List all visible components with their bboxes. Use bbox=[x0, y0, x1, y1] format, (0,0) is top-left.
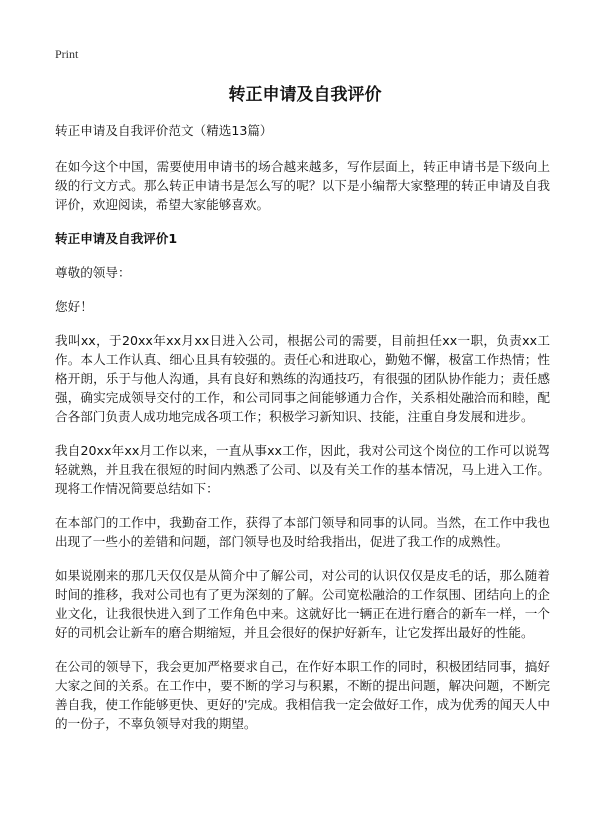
body-paragraph: 在公司的领导下，我会更加严格要求自己，在作好本职工作的同时，积极团结同事，搞好大家之间的关系。在工作中，要不断的学习与积累，不断的提出问题，解决问题，不断完善自我，使工作能够更快、更好的'完成。我相信我一定会做好工作，成为优秀的闻天人中的一份子，不辜负领导对我的期望。 bbox=[55, 659, 550, 731]
body-paragraph: 我自20xx年xx月工作以来，一直从事xx工作，因此，我对公司这个岗位的工作可以说驾轻就熟，并且我在很短的时间内熟悉了公司、以及有关工作的基本情况，马上进入工作。现将工作情况简要总结如下： bbox=[55, 443, 550, 496]
body-paragraph: 我叫xx，于20xx年xx月xx日进入公司，根据公司的需要，目前担任xx一职，负责xx工作。本人工作认真、细心且具有较强的。责任心和进取心，勤勉不懈，极富工作热情；性格开朗，乐于与他人沟通，具有良好和熟练的沟通技巧，有很强的团队协作能力；责任感强，确实完成领导交付的工作，和公司同事之间能够通力合作，关系相处融洽而和睦，配合各部门负责人成功地完成各项工作；积极学习新知识、技能，注重自身发展和进步。 bbox=[55, 333, 550, 424]
document-subtitle: 转正申请及自我评价范文（精选13篇） bbox=[55, 123, 273, 138]
hello-line: 您好！ bbox=[55, 299, 93, 314]
intro-paragraph: 在如今这个中国，需要使用申请书的场合越来越多，写作层面上，转正申请书是下级向上级的行文方式。那么转正申请书是怎么写的呢？以下是小编帮大家整理的转正申请及自我评价，欢迎阅读，希望大家能够喜欢。 bbox=[55, 159, 550, 212]
greeting: 尊敬的领导： bbox=[55, 265, 131, 280]
section-heading: 转正申请及自我评价1 bbox=[55, 231, 178, 246]
document-body bbox=[55, 121, 550, 748]
page-title: 转正申请及自我评价 bbox=[228, 85, 382, 105]
body-paragraph: 如果说刚来的那几天仅仅是从简介中了解公司，对公司的认识仅仅是皮毛的话，那么随着时间的推移，我对公司也有了更为深刻的了解。公司宽松融洽的工作氛围、团结向上的企业文化，让我很快进入到了工作角色中来。这就好比一辆正在进行磨合的新车一样，一个好的司机会让新车的磨合期缩短，并且会很好的保护好新车，让它发挥出最好的性能。 bbox=[55, 568, 550, 640]
print-link[interactable]: Print bbox=[55, 47, 79, 61]
body-paragraph: 在本部门的工作中，我勤奋工作，获得了本部门领导和同事的认同。当然，在工作中我也出现了一些小的差错和问题，部门领导也及时给我指出，促进了我工作的成熟性。 bbox=[55, 515, 550, 549]
